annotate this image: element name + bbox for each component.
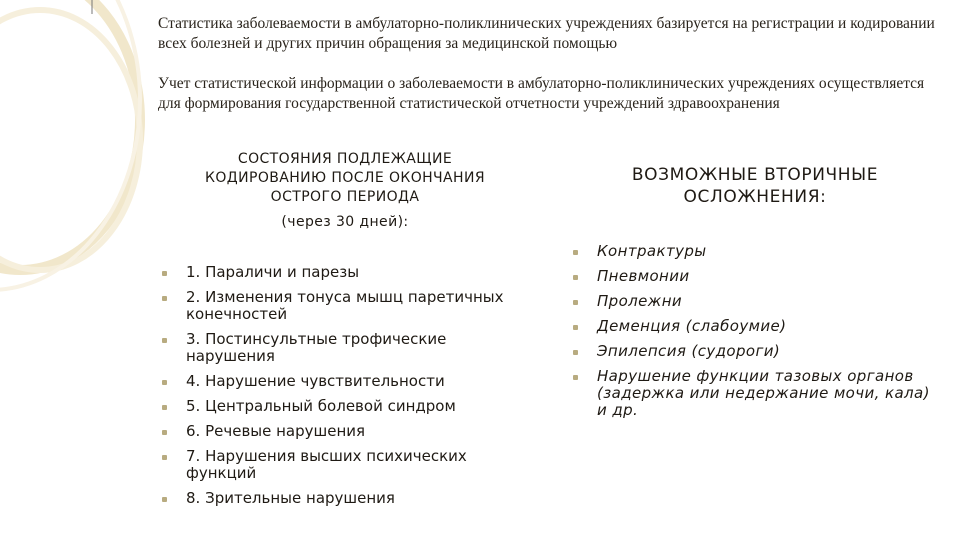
list-item-text: 1. Параличи и парезы	[186, 263, 360, 281]
bullet-icon	[162, 405, 167, 410]
bullet-icon	[162, 296, 167, 301]
list-item	[162, 289, 512, 323]
decorative-rings	[0, 0, 150, 540]
bullet-icon	[573, 300, 578, 305]
list-item	[573, 318, 943, 335]
left-conditions-list	[162, 264, 512, 515]
list-item	[162, 490, 512, 507]
list-item	[573, 368, 943, 419]
bullet-icon	[162, 497, 167, 502]
bullet-icon	[573, 375, 578, 380]
list-item	[162, 373, 512, 390]
list-item-text: Деменция (слабоумие)	[597, 317, 787, 335]
bullet-icon	[162, 271, 167, 276]
list-item	[162, 264, 512, 281]
intro-paragraph-1: Статистика заболеваемости в амбулаторно-поликлинических учреждениях базируется на регистрации и кодировании всех болезней и других причин обращения за медицинской помощью	[158, 15, 935, 52]
list-item	[162, 448, 512, 482]
list-item-text: 5. Центральный болевой синдром	[186, 397, 456, 415]
bullet-icon	[162, 430, 167, 435]
left-column-title: СОСТОЯНИЯ ПОДЛЕЖАЩИЕ КОДИРОВАНИЮ ПОСЛЕ ОКОНЧАНИЯ ОСТРОГО ПЕРИОДА	[205, 151, 485, 205]
list-item-text: Пролежни	[597, 292, 683, 310]
right-complications-list	[573, 243, 943, 427]
left-column-subtitle: (через 30 дней):	[281, 214, 409, 230]
bullet-icon	[162, 455, 167, 460]
list-item	[162, 423, 512, 440]
list-item-text: Нарушение функции тазовых органов (задержка или недержание мочи, кала) и др.	[597, 367, 930, 419]
list-item	[162, 398, 512, 415]
list-item-text: Контрактуры	[597, 242, 707, 260]
list-item-text: 4. Нарушение чувствительности	[186, 372, 445, 390]
bullet-icon	[573, 250, 578, 255]
list-item	[573, 268, 943, 285]
list-item-text: 3. Постинсультные трофические нарушения	[186, 330, 447, 365]
intro-paragraph-2: Учет статистической информации о заболеваемости в амбулаторно-поликлинических учреждениях осуществляется для формирования государственной статистической отчетности учреждений здравоохранения	[158, 75, 925, 112]
intro-text	[158, 14, 938, 134]
list-item-text: 8. Зрительные нарушения	[186, 489, 395, 507]
left-column-heading	[180, 150, 510, 232]
bullet-icon	[162, 380, 167, 385]
bullet-icon	[162, 338, 167, 343]
list-item-text: 7. Нарушения высших психических функций	[186, 447, 467, 482]
list-item-text: Пневмонии	[597, 267, 690, 285]
bullet-icon	[573, 325, 578, 330]
bullet-icon	[573, 350, 578, 355]
list-item-text: 6. Речевые нарушения	[186, 422, 366, 440]
list-item-text: 2. Изменения тонуса мышц паретичных конечностей	[186, 288, 504, 323]
list-item	[162, 331, 512, 365]
list-item-text: Эпилепсия (судороги)	[597, 342, 781, 360]
list-item	[573, 243, 943, 260]
list-item	[573, 343, 943, 360]
bullet-icon	[573, 275, 578, 280]
right-column-title: ВОЗМОЖНЫЕ ВТОРИЧНЫЕ ОСЛОЖНЕНИЯ:	[631, 165, 879, 207]
list-item	[573, 293, 943, 310]
